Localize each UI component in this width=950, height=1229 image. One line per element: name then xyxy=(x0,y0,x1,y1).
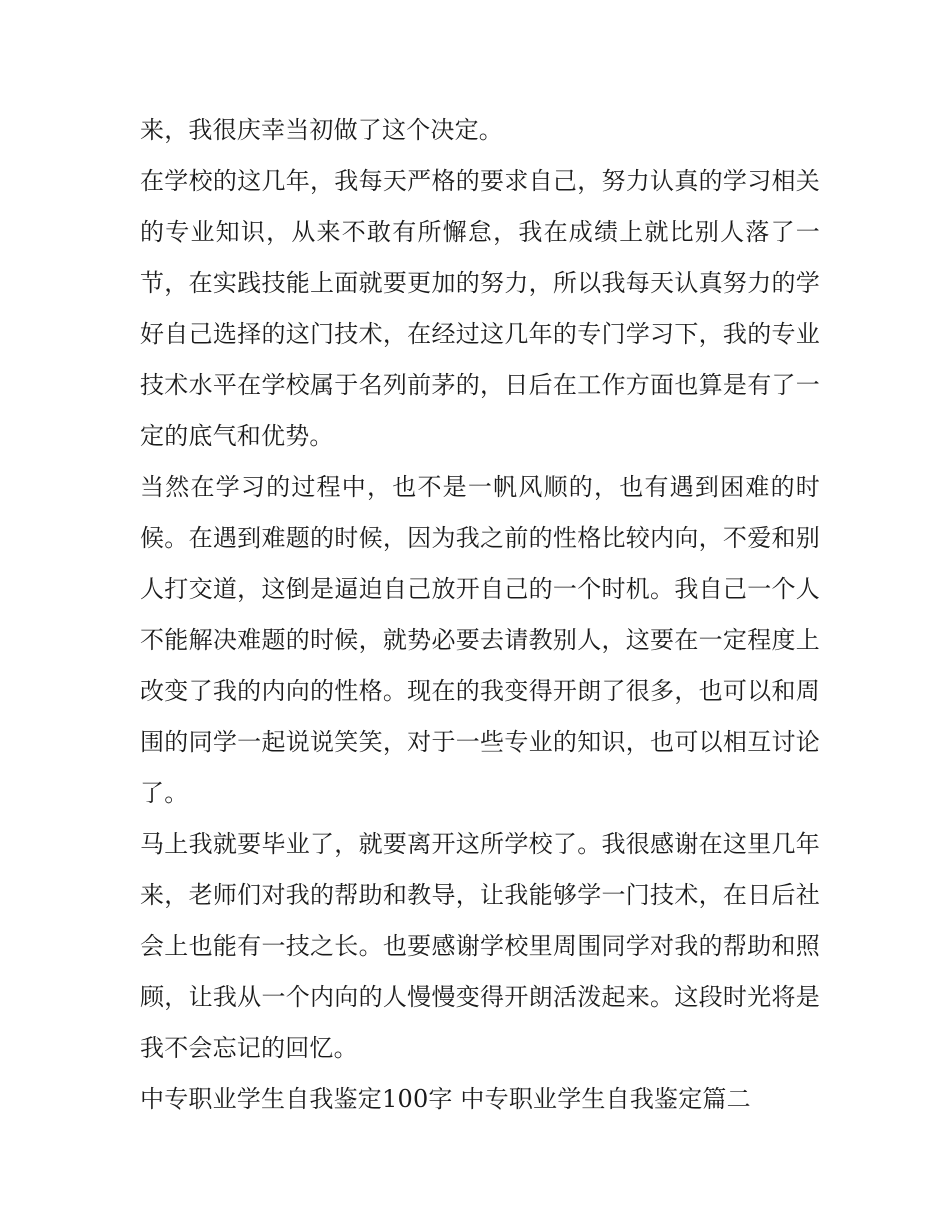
document-body xyxy=(140,105,820,1125)
paragraph-study-effort: 在学校的这几年，我每天严格的要求自己，努力认真的学习相关的专业知识，从来不敢有所懈怠，我在成绩上就比别人落了一节，在实践技能上面就要更加的努力，所以我每天认真努力的学好自己选择的这门技术，在经过这几年的专门学习下，我的专业技术水平在学校属于名列前茅的，日后在工作方面也算是有了一定的底气和优势。 xyxy=(140,167,820,450)
section-heading: 中专职业学生自我鉴定100字 中专职业学生自我鉴定篇二 xyxy=(140,1085,751,1113)
paragraph-graduation: 马上我就要毕业了，就要离开这所学校了。我很感谢在这里几年来，老师们对我的帮助和教导，让我能够学一门技术，在日后社会上也能有一技之长。也要感谢学校里周围同学对我的帮助和照顾，让我从一个内向的人慢慢变得开朗活泼起来。这段时光将是我不会忘记的回忆。 xyxy=(140,830,820,1062)
paragraph-difficulties: 当然在学习的过程中，也不是一帆风顺的，也有遇到困难的时候。在遇到难题的时候，因为我之前的性格比较内向，不爱和别人打交道，这倒是逼迫自己放开自己的一个时机。我自己一个人不能解决难题的时候，就势必要去请教别人，这要在一定程度上改变了我的内向的性格。现在的我变得开朗了很多，也可以和周围的同学一起说说笑笑，对于一些专业的知识，也可以相互讨论了。 xyxy=(140,473,820,807)
paragraph-continuation: 来，我很庆幸当初做了这个决定。 xyxy=(140,116,503,144)
